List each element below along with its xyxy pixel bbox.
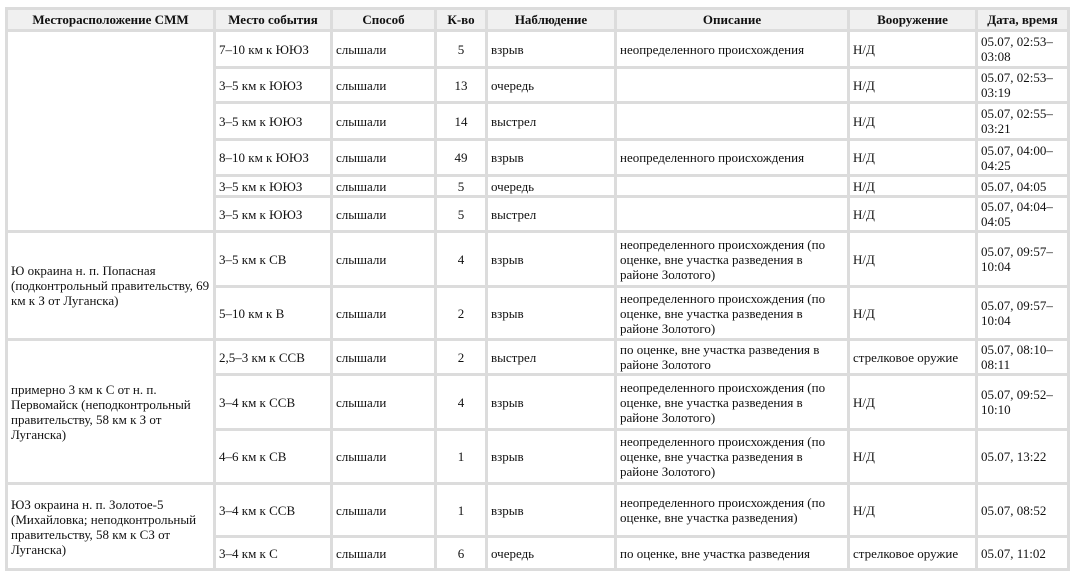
header-description: Описание <box>617 10 847 29</box>
datetime-cell: 05.07, 02:53–03:08 <box>978 32 1067 66</box>
event-place-cell: 2,5–3 км к ССВ <box>216 341 330 373</box>
count-cell: 1 <box>437 431 485 482</box>
header-observation: Наблюдение <box>488 10 614 29</box>
observation-cell: взрыв <box>488 233 614 285</box>
description-cell <box>617 177 847 195</box>
event-place-cell: 3–5 км к ЮЮЗ <box>216 177 330 195</box>
method-cell: слышали <box>333 177 434 195</box>
method-cell: слышали <box>333 104 434 138</box>
observation-cell: взрыв <box>488 485 614 535</box>
event-place-cell: 3–5 км к ЮЮЗ <box>216 198 330 230</box>
event-place-cell: 5–10 км к В <box>216 288 330 338</box>
event-place-cell: 3–4 км к ССВ <box>216 376 330 428</box>
count-cell: 4 <box>437 376 485 428</box>
count-cell: 14 <box>437 104 485 138</box>
datetime-cell: 05.07, 11:02 <box>978 538 1067 568</box>
datetime-cell: 05.07, 09:57–10:04 <box>978 288 1067 338</box>
table-row <box>8 485 1067 535</box>
event-place-cell: 4–6 км к СВ <box>216 431 330 482</box>
weapon-cell: Н/Д <box>850 288 975 338</box>
count-cell: 2 <box>437 341 485 373</box>
smm-location: ЮЗ окраина н. п. Золотое-5 (Михайловка; неподконтрольный правительству, 58 км к СЗ от Луганска) <box>8 485 213 568</box>
observation-cell: взрыв <box>488 431 614 482</box>
method-cell: слышали <box>333 288 434 338</box>
method-cell: слышали <box>333 32 434 66</box>
description-cell: по оценке, вне участка разведения <box>617 538 847 568</box>
description-cell: неопределенного происхождения <box>617 32 847 66</box>
count-cell: 1 <box>437 485 485 535</box>
description-cell <box>617 198 847 230</box>
observation-cell: взрыв <box>488 32 614 66</box>
smm-location <box>8 32 213 230</box>
weapon-cell: Н/Д <box>850 376 975 428</box>
datetime-cell: 05.07, 04:05 <box>978 177 1067 195</box>
event-place-cell: 8–10 км к ЮЮЗ <box>216 141 330 174</box>
method-cell: слышали <box>333 69 434 101</box>
weapon-cell: Н/Д <box>850 141 975 174</box>
description-cell <box>617 69 847 101</box>
datetime-cell: 05.07, 09:57–10:04 <box>978 233 1067 285</box>
count-cell: 5 <box>437 32 485 66</box>
method-cell: слышали <box>333 376 434 428</box>
count-cell: 6 <box>437 538 485 568</box>
weapon-cell: Н/Д <box>850 233 975 285</box>
header-count: К-во <box>437 10 485 29</box>
observation-cell: выстрел <box>488 341 614 373</box>
header-location: Месторасположение СММ <box>8 10 213 29</box>
method-cell: слышали <box>333 341 434 373</box>
description-cell: неопределенного происхождения (по оценке, вне участка разведения в районе Золотого) <box>617 233 847 285</box>
header-datetime: Дата, время <box>978 10 1067 29</box>
header-place: Место события <box>216 10 330 29</box>
event-place-cell: 3–5 км к СВ <box>216 233 330 285</box>
description-cell: неопределенного происхождения <box>617 141 847 174</box>
table-row <box>8 233 1067 285</box>
weapon-cell: стрелковое оружие <box>850 341 975 373</box>
observation-cell: выстрел <box>488 198 614 230</box>
header-method: Способ <box>333 10 434 29</box>
description-cell: неопределенного происхождения (по оценке, вне участка разведения) <box>617 485 847 535</box>
method-cell: слышали <box>333 538 434 568</box>
count-cell: 4 <box>437 233 485 285</box>
weapon-cell: Н/Д <box>850 104 975 138</box>
description-cell: неопределенного происхождения (по оценке, вне участка разведения в районе Золотого) <box>617 376 847 428</box>
smm-location: примерно 3 км к С от н. п. Первомайск (неподконтрольный правительству, 58 км к З от Луганска) <box>8 341 213 482</box>
observation-cell: взрыв <box>488 376 614 428</box>
description-cell: по оценке, вне участка разведения в районе Золотого <box>617 341 847 373</box>
datetime-cell: 05.07, 02:53–03:19 <box>978 69 1067 101</box>
observation-cell: очередь <box>488 69 614 101</box>
count-cell: 2 <box>437 288 485 338</box>
weapon-cell: Н/Д <box>850 431 975 482</box>
event-place-cell: 3–4 км к ССВ <box>216 485 330 535</box>
count-cell: 5 <box>437 198 485 230</box>
description-cell <box>617 104 847 138</box>
observation-cell: взрыв <box>488 141 614 174</box>
weapon-cell: стрелковое оружие <box>850 538 975 568</box>
method-cell: слышали <box>333 141 434 174</box>
method-cell: слышали <box>333 198 434 230</box>
table-row <box>8 32 1067 66</box>
observation-cell: выстрел <box>488 104 614 138</box>
observation-cell: очередь <box>488 177 614 195</box>
header-weapon: Вооружение <box>850 10 975 29</box>
datetime-cell: 05.07, 13:22 <box>978 431 1067 482</box>
count-cell: 49 <box>437 141 485 174</box>
datetime-cell: 05.07, 08:10–08:11 <box>978 341 1067 373</box>
event-place-cell: 7–10 км к ЮЮЗ <box>216 32 330 66</box>
method-cell: слышали <box>333 233 434 285</box>
weapon-cell: Н/Д <box>850 198 975 230</box>
count-cell: 13 <box>437 69 485 101</box>
weapon-cell: Н/Д <box>850 177 975 195</box>
table-row <box>8 341 1067 373</box>
event-place-cell: 3–5 км к ЮЮЗ <box>216 104 330 138</box>
datetime-cell: 05.07, 04:04–04:05 <box>978 198 1067 230</box>
weapon-cell: Н/Д <box>850 32 975 66</box>
description-cell: неопределенного происхождения (по оценке, вне участка разведения в районе Золотого) <box>617 431 847 482</box>
datetime-cell: 05.07, 09:52–10:10 <box>978 376 1067 428</box>
method-cell: слышали <box>333 431 434 482</box>
datetime-cell: 05.07, 02:55–03:21 <box>978 104 1067 138</box>
header-row <box>8 10 1067 29</box>
weapon-cell: Н/Д <box>850 485 975 535</box>
smm-location: Ю окраина н. п. Попасная (подконтрольный правительству, 69 км к З от Луганска) <box>8 233 213 338</box>
description-cell: неопределенного происхождения (по оценке, вне участка разведения в районе Золотого) <box>617 288 847 338</box>
observation-cell: очередь <box>488 538 614 568</box>
event-place-cell: 3–4 км к С <box>216 538 330 568</box>
method-cell: слышали <box>333 485 434 535</box>
count-cell: 5 <box>437 177 485 195</box>
observation-cell: взрыв <box>488 288 614 338</box>
datetime-cell: 05.07, 04:00–04:25 <box>978 141 1067 174</box>
event-place-cell: 3–5 км к ЮЮЗ <box>216 69 330 101</box>
weapon-cell: Н/Д <box>850 69 975 101</box>
datetime-cell: 05.07, 08:52 <box>978 485 1067 535</box>
events-table <box>5 7 1070 571</box>
